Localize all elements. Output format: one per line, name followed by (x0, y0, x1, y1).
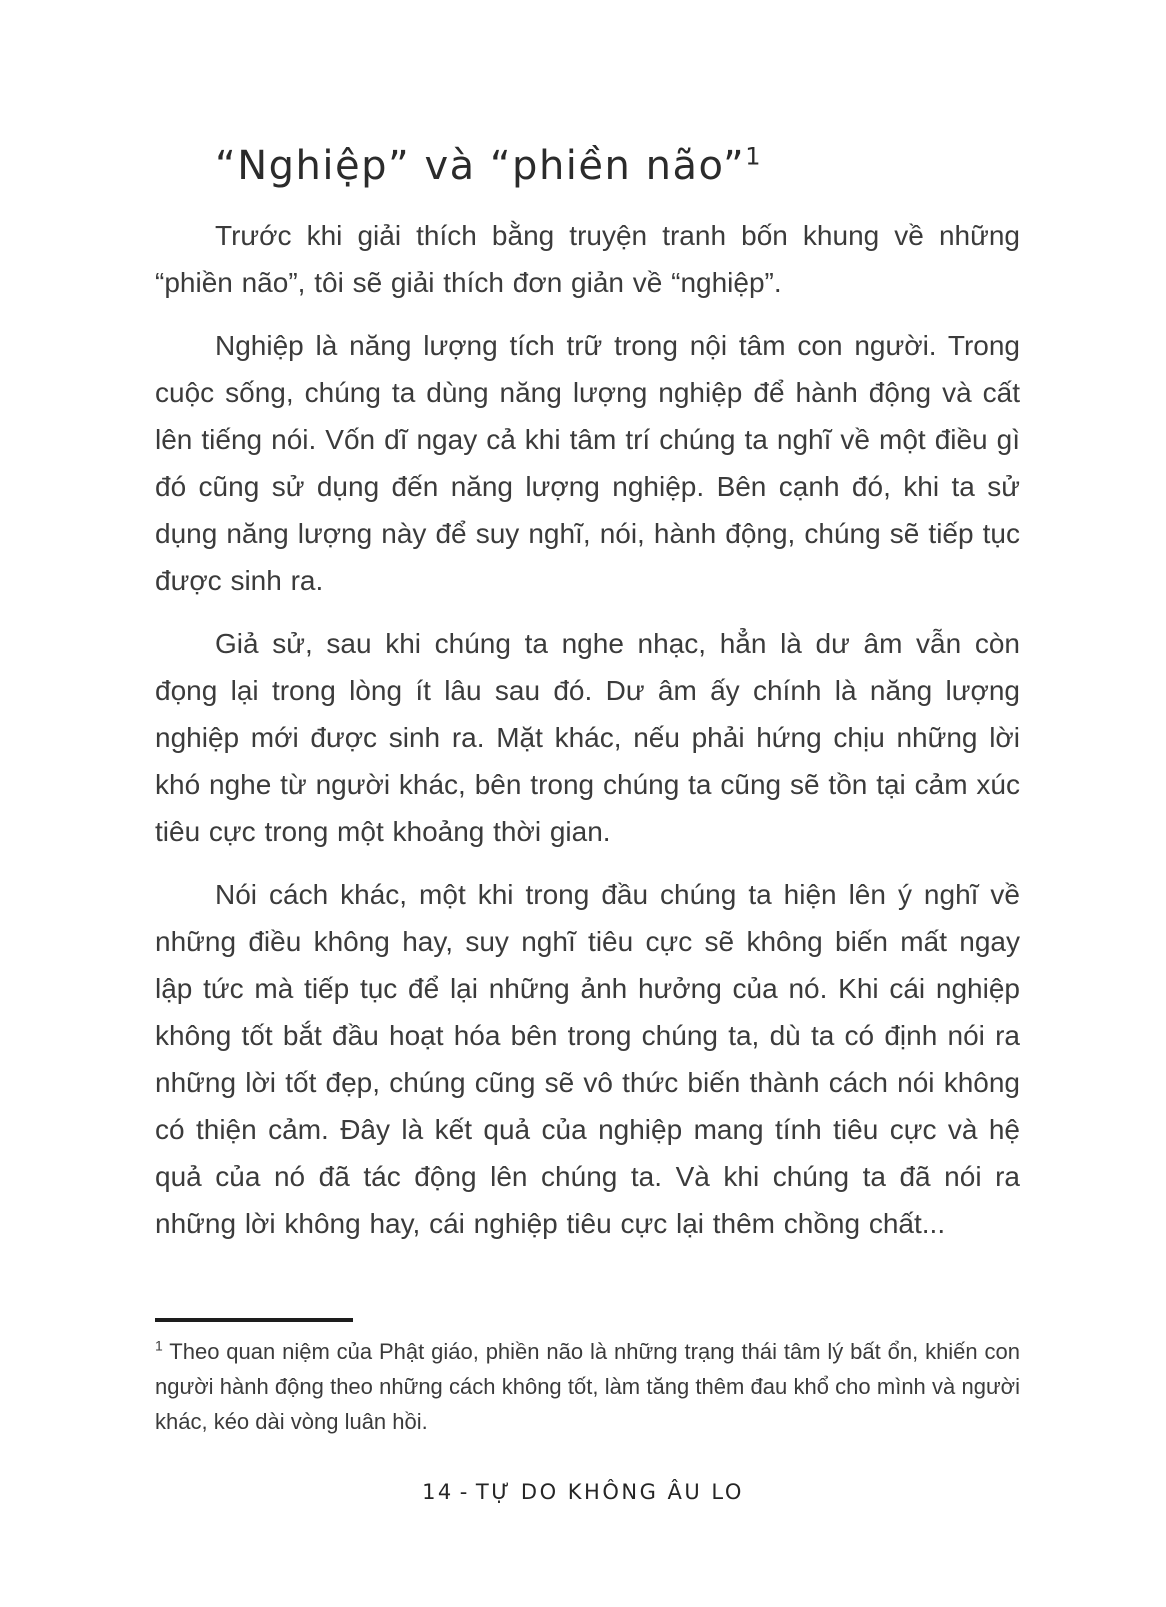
footnote-reference: 1 (745, 142, 763, 171)
footnote-marker: 1 (155, 1337, 163, 1354)
footer-separator: - (459, 1480, 470, 1504)
book-title: TỰ DO KHÔNG ÂU LO (475, 1480, 744, 1504)
chapter-heading-text: “Nghiệp” và “phiền não” (215, 143, 746, 189)
page-number: 14 (422, 1480, 454, 1504)
paragraph-karma-definition: Nghiệp là năng lượng tích trữ trong nội tâm con người. Trong cuộc sống, chúng ta dùng năng lượng nghiệp để hành động và cất lên tiếng nói. Vốn dĩ ngay cả khi tâm trí chúng ta nghĩ về một điều gì đó cũng sử dụng đến năng lượng nghiệp. Bên cạnh đó, khi ta sử dụng năng lượng này để suy nghĩ, nói, hành động, chúng sẽ tiếp tục được sinh ra. (155, 330, 1020, 596)
footnote-body: Theo quan niệm của Phật giáo, phiền não là những trạng thái tâm lý bất ổn, khiến con người hành động theo những cách không tốt, làm tăng thêm đau khổ cho mình và người khác, kéo dài vòng luân hồi. (155, 1339, 1020, 1434)
page-footer (0, 1480, 1166, 1504)
paragraph-music-example: Giả sử, sau khi chúng ta nghe nhạc, hẳn là dư âm vẫn còn đọng lại trong lòng ít lâu sau đó. Dư âm ấy chính là năng lượng nghiệp mới được sinh ra. Mặt khác, nếu phải hứng chịu những lời khó nghe từ người khác, bên trong chúng ta cũng sẽ tồn tại cảm xúc tiêu cực trong một khoảng thời gian. (155, 628, 1020, 847)
footnote-divider (155, 1318, 353, 1322)
paragraph-negative-karma: Nói cách khác, một khi trong đầu chúng ta hiện lên ý nghĩ về những điều không hay, suy nghĩ tiêu cực sẽ không biến mất ngay lập tức mà tiếp tục để lại những ảnh hưởng của nó. Khi cái nghiệp không tốt bắt đầu hoạt hóa bên trong chúng ta, dù ta có định nói ra những lời tốt đẹp, chúng cũng sẽ vô thức biến thành cách nói không có thiện cảm. Đây là kết quả của nghiệp mang tính tiêu cực và hệ quả của nó đã tác động lên chúng ta. Và khi chúng ta đã nói ra những lời không hay, cái nghiệp tiêu cực lại thêm chồng chất... (155, 879, 1020, 1239)
footnote-text (155, 1334, 1020, 1439)
paragraph-intro: Trước khi giải thích bằng truyện tranh bốn khung về những “phiền não”, tôi sẽ giải thích đơn giản về “nghiệp”. (155, 220, 1020, 298)
page-content (155, 0, 1020, 1263)
chapter-heading (215, 142, 1020, 190)
footnote-block (155, 1318, 1020, 1439)
